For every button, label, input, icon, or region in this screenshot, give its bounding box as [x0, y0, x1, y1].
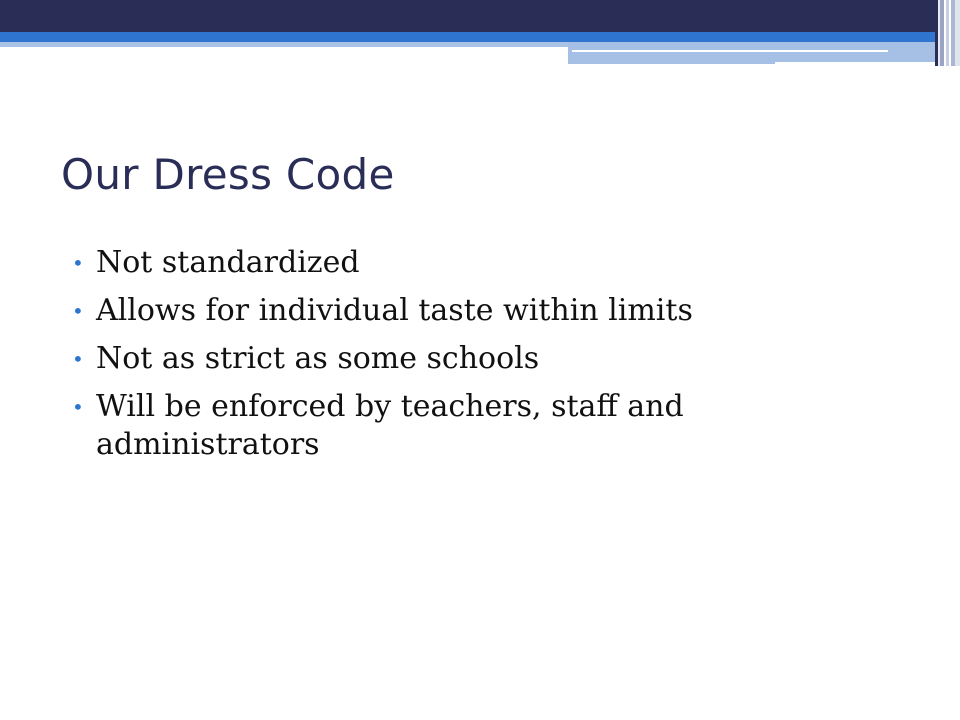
header-band-light-right — [568, 42, 935, 64]
bullet-text: Allows for individual taste within limits — [96, 293, 693, 328]
bullet-item — [72, 388, 772, 464]
bullet-item — [72, 292, 772, 330]
slide-title: Our Dress Code — [61, 150, 395, 199]
header-stripes — [935, 0, 960, 66]
bullet-item — [72, 340, 772, 378]
header-accent-line — [572, 50, 888, 52]
bullet-text: Will be enforced by teachers, staff and administrators — [96, 389, 684, 462]
bullet-text: Not standardized — [96, 245, 360, 280]
bullet-text: Not as strict as some schools — [96, 341, 540, 376]
header-accent-gap — [775, 62, 935, 64]
bullet-marker-icon: • — [72, 299, 84, 323]
bullet-marker-icon: • — [72, 395, 84, 419]
bullet-marker-icon: • — [72, 347, 84, 371]
bullet-item — [72, 244, 772, 282]
header-band-blue — [0, 32, 935, 42]
bullet-list — [72, 244, 772, 474]
header-band-light-left — [0, 42, 568, 47]
bullet-marker-icon: • — [72, 251, 84, 275]
header-band-dark — [0, 0, 935, 32]
